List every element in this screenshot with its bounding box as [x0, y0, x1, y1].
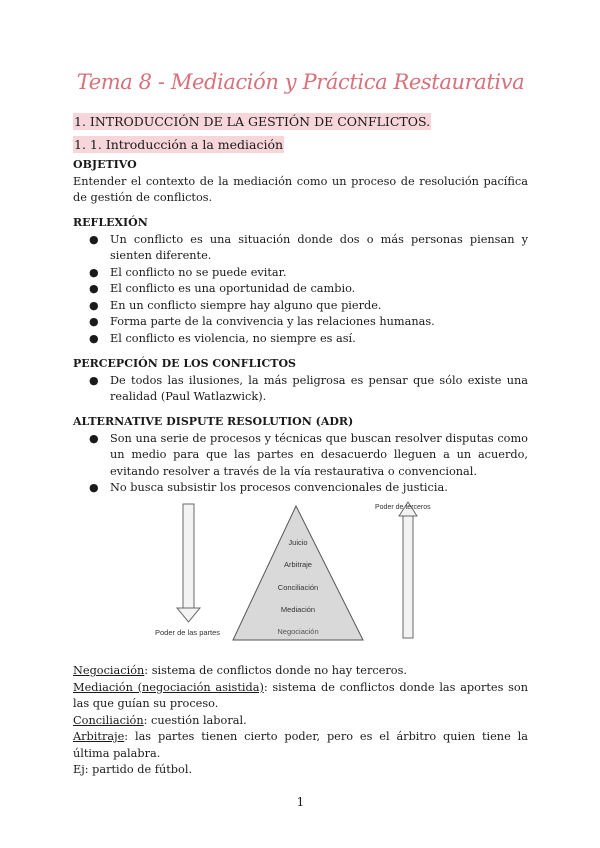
list-item: ● En un conflicto siempre hay alguno que pierde. [73, 298, 528, 315]
definition-mediacion: Mediación (negociación asistida): sistema de conflictos donde las aportes son las que guían su proceso. [73, 680, 528, 710]
list-item: ● De todos las ilusiones, la más peligrosa es pensar que sólo existe una realidad (Paul Watlazwick). [89, 373, 528, 403]
diagram-left-label: Poder de las partes [155, 628, 221, 637]
bullet-icon: ● [89, 265, 99, 279]
definition-term: Mediación (negociación asistida) [73, 680, 264, 694]
objetivo-block [73, 157, 528, 207]
adr-list [73, 431, 528, 497]
bullet-icon: ● [89, 282, 99, 295]
definition-term: Arbitraje [73, 730, 125, 743]
bullet-icon: ● [89, 298, 99, 312]
subsection-heading [73, 136, 284, 153]
definitions-block [73, 663, 528, 779]
percepcion-block [73, 356, 528, 406]
percepcion-list [73, 373, 528, 406]
list-item: ● El conflicto no se puede evitar. [73, 265, 528, 282]
reflexion-list [73, 232, 528, 348]
page-title: Tema 8 - Mediación y Práctica Restaurativa [76, 70, 525, 94]
definition-conciliacion: Conciliación: cuestión laboral. [73, 713, 247, 727]
list-item: ● No busca subsistir los procesos convencionales de justicia. [73, 480, 528, 497]
definition-negociacion: Negociación: sistema de conflictos donde no hay terceros. [73, 664, 407, 677]
bullet-icon: ● [89, 315, 99, 328]
bullet-icon: ● [89, 431, 99, 445]
objetivo-text: Entender el contexto de la mediación como un proceso de resolución pacífica de gestión de conflictos. [73, 174, 528, 204]
example-text: Ej: partido de fútbol. [73, 763, 193, 776]
page-number: 1 [296, 795, 305, 809]
reflexion-heading: REFLEXIÓN [73, 216, 148, 229]
section-heading [73, 113, 431, 130]
list-item: ● Son una serie de procesos y técnicas que buscan resolver disputas como un medio para que las partes en desacuerdo lleguen a un acuerdo, evitando resolver a través de la vía restaurativa o convencional. [89, 431, 528, 478]
objetivo-heading: OBJETIVO [73, 158, 137, 171]
list-item: ● Forma parte de la convivencia y las relaciones humanas. [73, 314, 528, 331]
pyramid-level-arbitraje: Arbitraje [284, 560, 312, 569]
pyramid-level-negociacion: Negociación [277, 627, 319, 636]
definition-term: Conciliación [73, 713, 144, 727]
definition-term: Negociación [73, 664, 145, 677]
bullet-icon: ● [89, 232, 99, 246]
pyramid-shape [233, 506, 363, 640]
list-item: ● Un conflicto es una situación donde dos o más personas piensan y sienten diferente. [89, 232, 528, 262]
list-item: ● El conflicto es violencia, no siempre es así. [73, 331, 528, 348]
pyramid-level-juicio: Juicio [288, 538, 308, 547]
definition-arbitraje: Arbitraje: las partes tienen cierto poder, pero es el árbitro quien tiene la última palabra. [73, 730, 528, 760]
down-arrow-icon [177, 504, 200, 622]
up-arrow-icon [399, 502, 417, 638]
adr-pyramid-diagram [73, 496, 528, 646]
subsection-heading-text: 1. 1. Introducción a la mediación [74, 137, 284, 152]
bullet-icon: ● [89, 331, 99, 345]
section-heading-text: 1. INTRODUCCIÓN DE LA GESTIÓN DE CONFLICTOS. [74, 114, 431, 129]
pyramid-level-conciliacion: Conciliación [277, 583, 319, 592]
reflexion-block [73, 215, 528, 347]
bullet-icon: ● [89, 373, 99, 387]
bullet-icon: ● [89, 481, 99, 494]
percepcion-heading: PERCEPCIÓN DE LOS CONFLICTOS [73, 357, 296, 370]
pyramid-level-mediacion: Mediación [280, 605, 316, 614]
list-item: ● El conflicto es una oportunidad de cambio. [73, 281, 528, 298]
adr-block [73, 414, 528, 497]
adr-heading: ALTERNATIVE DISPUTE RESOLUTION (ADR) [73, 415, 354, 428]
diagram-right-label: Poder de terceros [375, 504, 431, 511]
